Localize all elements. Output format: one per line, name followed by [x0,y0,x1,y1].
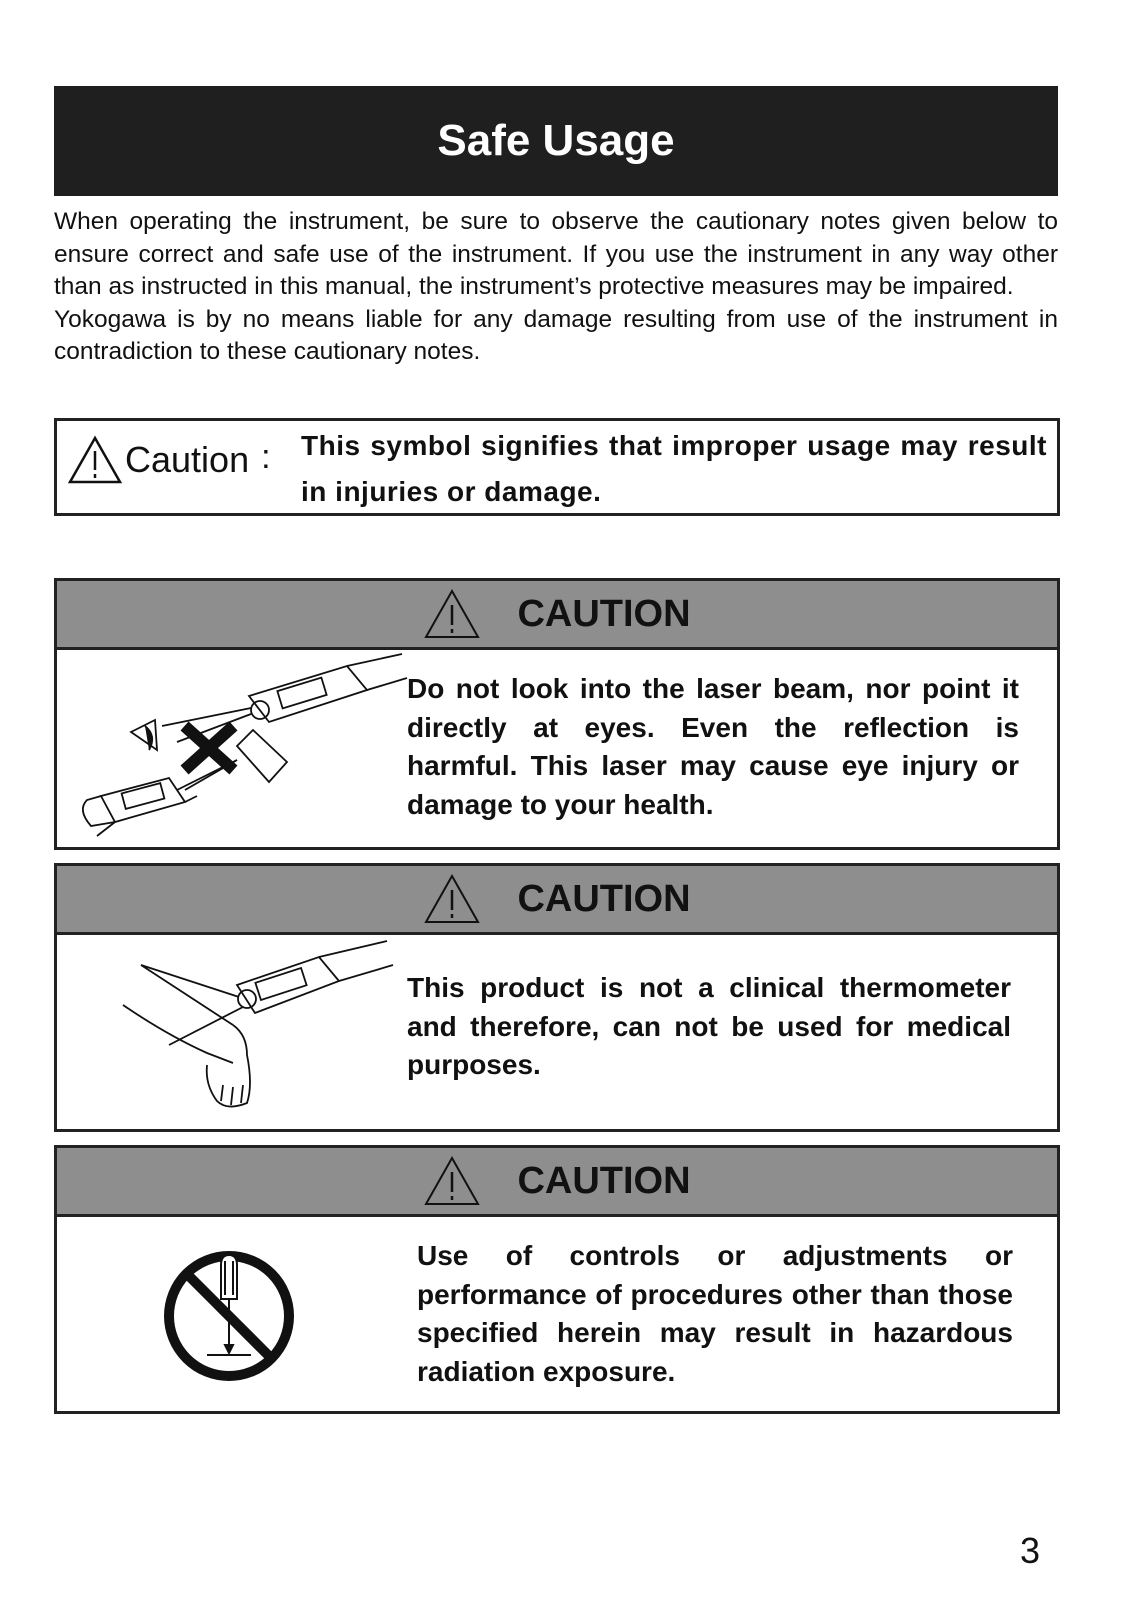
caution-header [57,866,1057,935]
page-title-bar [54,86,1058,196]
symbol-legend-box [54,418,1060,516]
caution-box-radiation [54,1145,1060,1414]
caution-body [57,650,1057,844]
caution-header [57,1148,1057,1217]
caution-text: Do not look into the laser beam, nor point it directly at eyes. Even the reflection is harmful. This laser may cause eye injury or damage to your health. [407,673,1019,820]
symbol-legend-word: Caution [125,439,250,480]
caution-header [57,581,1057,650]
caution-body [57,1217,1057,1408]
symbol-legend-colon: : [261,437,271,476]
caution-heading: CAUTION [517,1159,691,1202]
symbol-legend-description: This symbol signifies that improper usage may result in injuries or damage. [301,430,1047,507]
caution-heading: CAUTION [517,877,691,920]
page-title: Safe Usage [437,116,675,165]
page-number: 3 [1020,1530,1041,1571]
intro-paragraph-1: When operating the instrument, be sure to observe the cautionary notes given below to ensure correct and safe use of the instrument. If you use the instrument in any way other than as instructed in this manual, the instrument’s protective measures may be impaired. [54,208,1058,300]
laser-eye-warning-illustration [57,650,417,844]
caution-text: Use of controls or adjustments or performance of procedures other than those specified herein may result in hazardous radiation exposure. [417,1240,1013,1387]
caution-box-clinical [54,863,1060,1132]
symbol-legend-label [67,435,271,485]
caution-box-laser [54,578,1060,850]
caution-body [57,935,1057,1126]
arm-measurement-illustration [57,935,417,1126]
intro-text [54,206,1058,369]
warning-triangle-icon [423,873,481,925]
intro-paragraph-2: Yokogawa is by no means liable for any damage resulting from use of the instrument in contradiction to these cautionary notes. [54,305,1058,365]
caution-heading: CAUTION [517,592,691,635]
warning-triangle-icon [423,588,481,640]
caution-text: This product is not a clinical thermometer and therefore, can not be used for medical purposes. [407,972,1011,1080]
warning-triangle-icon [67,435,123,485]
no-disassembly-icon [57,1217,417,1408]
warning-triangle-icon [423,1155,481,1207]
